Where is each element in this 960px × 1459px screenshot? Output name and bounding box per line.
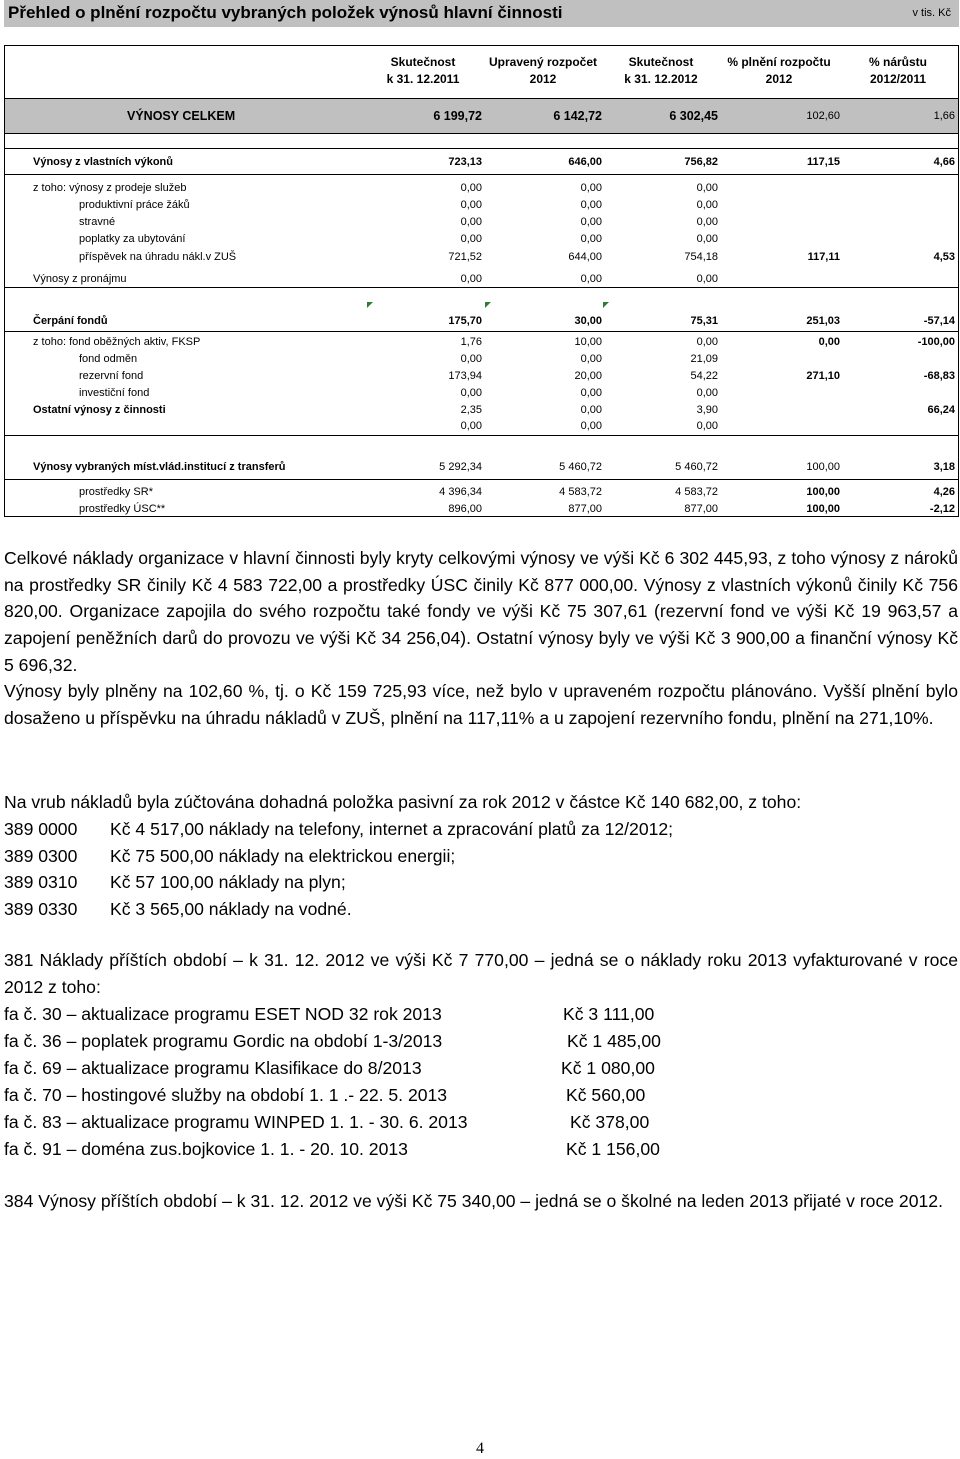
unit-label: v tis. Kč: [912, 7, 951, 19]
list-item: 389 0000 Kč 4 517,00 náklady na telefony, internet a zpracování platů za 12/2012;: [4, 819, 674, 839]
table-row: fond odměn 0,00 0,00 21,09: [79, 353, 718, 365]
list-item: fa č. 83 – aktualizace programu WINPED 1. 1. - 30. 6. 2013: [4, 1112, 468, 1132]
table-row: Výnosy z pronájmu 0,00 0,00 0,00: [33, 273, 718, 285]
list-item: fa č. 30 – aktualizace programu ESET NOD 32 rok 2013: [4, 1004, 442, 1024]
revenue-table: [4, 45, 959, 517]
header-bar: [4, 0, 959, 27]
paragraph-deferred-revenue: 384 Výnosy příštích období – k 31. 12. 2012 ve výši Kč 75 340,00 – jedná se o školné na leden 2013 přijaté v roce 2012.: [4, 1191, 943, 1211]
invoice-amount: Kč 1 485,00: [567, 1031, 661, 1051]
table-row: příspěvek na úhradu nákl.v ZUŠ 721,52 644,00 754,18 117,11 4,53: [79, 251, 955, 263]
table-row: Ostatní výnosy z činnosti 2,35 0,00 3,90 66,24: [33, 404, 955, 416]
list-item: fa č. 69 – aktualizace programu Klasifikace do 8/2013: [4, 1058, 422, 1078]
table-row: Výnosy z vlastních výkonů 723,13 646,00 756,82 117,15 4,66: [33, 156, 955, 168]
table-row: stravné 0,00 0,00 0,00: [79, 216, 718, 228]
comment-marker: [603, 302, 609, 308]
table-row: prostředky ÚSC** 896,00 877,00 877,00 100,00 -2,12: [79, 503, 955, 515]
list-item: 389 0310 Kč 57 100,00 náklady na plyn;: [4, 872, 346, 893]
table-row: z toho: výnosy z prodeje služeb 0,00 0,00 0,00: [33, 182, 718, 194]
comment-marker: [367, 302, 373, 308]
accounts-list: [4, 816, 958, 923]
invoice-amount: Kč 560,00: [566, 1085, 646, 1105]
table-row: Čerpání fondů 175,70 30,00 75,31 251,03 -57,14: [33, 315, 955, 327]
table-row: z toho: fond oběžných aktiv, FKSP 1,76 10,00 0,00 0,00 -100,00: [33, 336, 955, 348]
invoice-list: [4, 1001, 958, 1161]
column-header: % nárůstu 2012/2011: [868, 55, 927, 86]
column-header: Upravený rozpočet 2012: [488, 55, 598, 86]
table-row: produktivní práce žáků 0,00 0,00 0,00: [79, 199, 718, 211]
paragraph-fulfilment: Výnosy byly plněny na 102,60 %, tj. o Kč 159 725,93 více, než bylo v upraveném rozpočtu plánováno. Vyšší plnění bylo dosaženo u příspěvku na úhradu nákladů v ZUŠ, plnění na 117,11% a u zapojení rezervního fondu, plnění na 271,10%.: [4, 681, 958, 728]
page-number: 4: [476, 1440, 484, 1457]
table-row: rezervní fond 173,94 20,00 54,22 271,10 -68,83: [79, 370, 955, 382]
invoice-amount: Kč 3 111,00: [563, 1004, 655, 1024]
table-row: poplatky za ubytování 0,00 0,00 0,00: [79, 233, 718, 245]
column-header: Skutečnost k 31. 12.2012: [624, 55, 698, 86]
invoice-amount: Kč 378,00: [570, 1112, 650, 1132]
page-title: Přehled o plnění rozpočtu vybraných položek výnosů hlavní činnosti: [8, 3, 563, 22]
paragraph-prepaid-expenses: 381 Náklady příštích období – k 31. 12. 2012 ve výši Kč 7 770,00 – jedná se o náklady roku 2013 vyfakturované v roce 2012 z toho:: [4, 950, 958, 997]
total-row: VÝNOSY CELKEM 6 199,72 6 142,72 6 302,45 102,60 1,66: [5, 98, 958, 134]
invoice-amount: Kč 1 156,00: [566, 1139, 660, 1159]
column-header: % plnění rozpočtu 2012: [727, 55, 831, 86]
total-label: VÝNOSY CELKEM: [127, 109, 236, 123]
comment-marker: [485, 302, 491, 308]
paragraph-accruals: Na vrub nákladů byla zúčtována dohadná položka pasivní za rok 2012 v částce Kč 140 682,00, z toho:: [4, 792, 802, 812]
invoice-amount: Kč 1 080,00: [561, 1058, 655, 1078]
list-item: fa č. 91 – doména zus.bojkovice 1. 1. - 20. 10. 2013: [4, 1139, 408, 1159]
list-item: 389 0300 Kč 75 500,00 náklady na elektrickou energii;: [4, 845, 456, 866]
list-item: fa č. 36 – poplatek programu Gordic na období 1-3/2013: [4, 1031, 443, 1051]
table-row: prostředky SR* 4 396,34 4 583,72 4 583,72 100,00 4,26: [79, 486, 955, 498]
table-row: 0,00 0,00 0,00: [460, 420, 718, 432]
table-row: Výnosy vybraných míst.vlád.institucí z transferů 5 292,34 5 460,72 5 460,72 100,00 3,18: [33, 461, 955, 473]
column-header: Skutečnost k 31. 12.2011: [386, 55, 460, 86]
paragraph-summary: Celkové náklady organizace v hlavní činnosti byly kryty celkovými výnosy ve výši Kč 6 302 445,93, z toho výnosy z nároků na prostředky SR činily Kč 4 583 722,00 a prostředky ÚSC činily Kč 877 000,00. Výnosy z vlastních výkonů činily Kč 756 820,00. Organizace zapojila do svého rozpočtu také fondy ve výši Kč 75 307,61 (rezervní fond ve výši Kč 19 963,57 a zapojení peněžních darů do provozu ve výši Kč 34 256,04). Ostatní výnosy byly ve výši Kč 3 900,00 a finanční výnosy Kč 5 696,32.: [4, 548, 958, 675]
list-item: 389 0330 Kč 3 565,00 náklady na vodné.: [4, 899, 352, 920]
table-row: investiční fond 0,00 0,00 0,00: [79, 387, 718, 399]
list-item: fa č. 70 – hostingové služby na období 1. 1 .- 22. 5. 2013: [4, 1085, 448, 1105]
